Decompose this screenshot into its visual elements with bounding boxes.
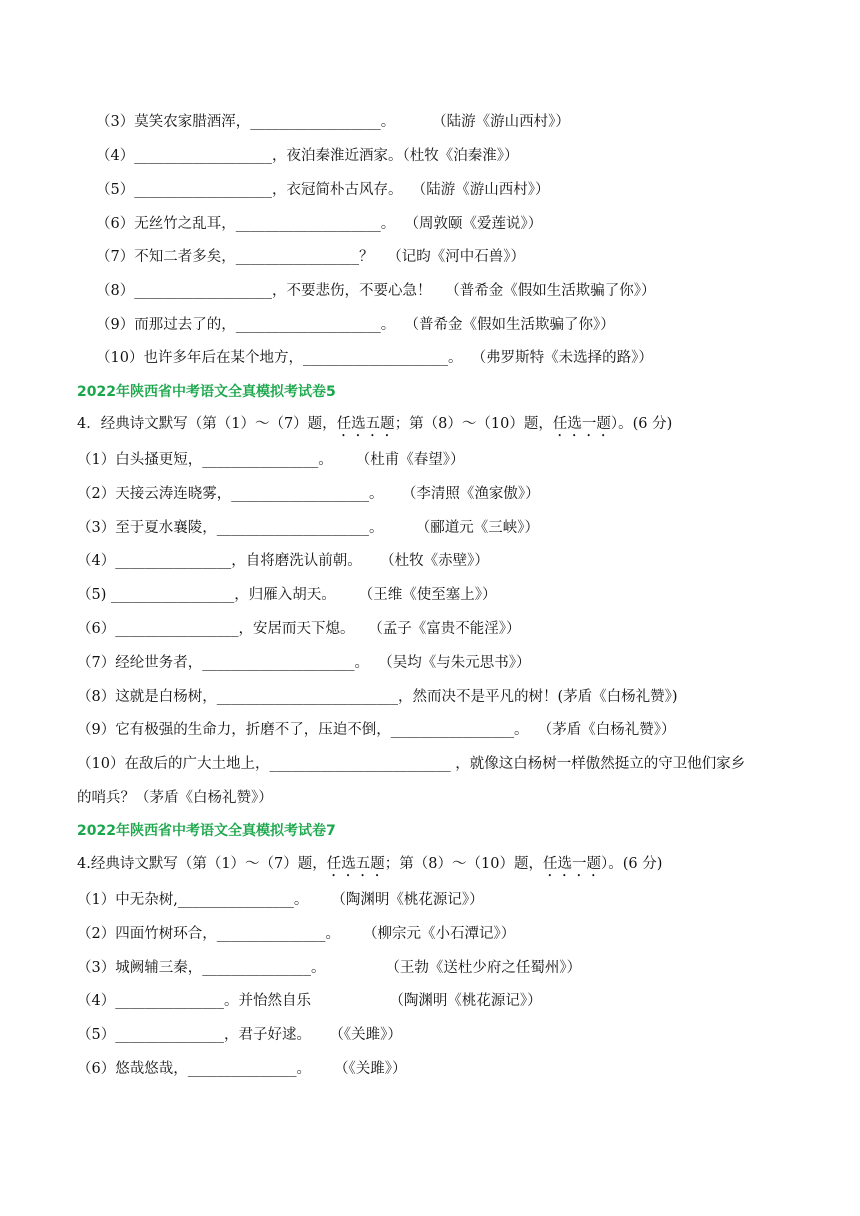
item-b8: （8）这就是白杨树，_________________________，然而决不是平凡的树！(茅盾《白杨礼赞》)	[77, 689, 678, 705]
section-heading-exam5: 2022年陕西省中考语文全真模拟考试卷5	[77, 384, 336, 400]
item-a9: （9）而那过去了的，____________________。 （普希金《假如生活欺骗了你》）	[96, 317, 615, 333]
question-prompt-exam7: 4.经典诗文默写（第（1）～（7）题，任选五题；第（8）～（10）题，任选一题）。(6 分)	[77, 856, 663, 872]
item-b10-cont: 的哨兵？（茅盾《白杨礼赞》）	[77, 790, 273, 806]
item-a3: （3）莫笑农家腊酒浑，__________________。 （陆游《游山西村》）	[96, 114, 570, 130]
item-a5: （5）___________________，衣冠简朴古风存。 （陆游《游山西村》）	[96, 182, 550, 198]
item-a8: （8）___________________，不要悲伤，不要心急！ （普希金《假如生活欺骗了你》）	[96, 283, 656, 299]
item-a6: （6）无丝竹之乱耳，____________________。 （周敦颐《爱莲说》）	[96, 216, 543, 232]
item-c3: （3）城阙辅三秦，_______________。 （王勃《送杜少府之任蜀州》）	[77, 960, 582, 976]
item-c6: （6）悠哉悠哉，_______________。 （《关雎》）	[77, 1061, 407, 1077]
question-prompt-exam5: 4．经典诗文默写（第（1）～（7）题，任选五题；第（8）～（10）题，任选一题）。(6 分)	[77, 416, 673, 432]
item-b6: （6）_________________，安居而天下熄。 （孟子《富贵不能淫》）	[77, 621, 521, 637]
item-b2: （2）天接云涛连晓雾，___________________。 （李清照《渔家傲》）	[77, 486, 540, 502]
item-b4: （4）________________，自将磨洗认前朝。 （杜牧《赤壁》）	[77, 553, 489, 569]
section-heading-exam7: 2022年陕西省中考语文全真模拟考试卷7	[77, 823, 336, 839]
item-b5: （5) _________________，归雁入胡天。 （王维《使至塞上》）	[77, 587, 497, 603]
item-c1: （1）中无杂树,________________。 （陶渊明《桃花源记》）	[77, 892, 484, 908]
item-b10: （10）在敌后的广大土地上，_________________________ ，就像这白杨树一样傲然挺立的守卫他们家乡	[77, 756, 746, 772]
item-a4: （4）___________________，夜泊秦淮近酒家。（杜牧《泊秦淮》）	[96, 148, 519, 164]
item-a7: （7）不知二者多矣，_________________？ （记昀《河中石兽》）	[96, 249, 526, 265]
item-c5: （5）_______________，君子好逑。 （《关雎》）	[77, 1027, 402, 1043]
item-c4: （4）_______________。并怡然自乐 （陶渊明《桃花源记》）	[77, 993, 542, 1009]
item-b7: （7）经纶世务者，_____________________。 （吴均《与朱元思书》）	[77, 655, 531, 671]
item-c2: （2）四面竹树环合，_______________。 （柳宗元《小石潭记》）	[77, 926, 516, 942]
item-b3: （3）至于夏水襄陵，_____________________。 （郦道元《三峡》）	[77, 520, 539, 536]
item-a10: （10）也许多年后在某个地方，____________________。 （弗罗斯特《未选择的路》）	[96, 350, 653, 366]
item-b1: （1）白头搔更短，________________。 （杜甫《春望》）	[77, 452, 465, 468]
item-b9: （9）它有极强的生命力，折磨不了，压迫不倒，_________________。 （茅盾《白杨礼赞》）	[77, 722, 676, 738]
